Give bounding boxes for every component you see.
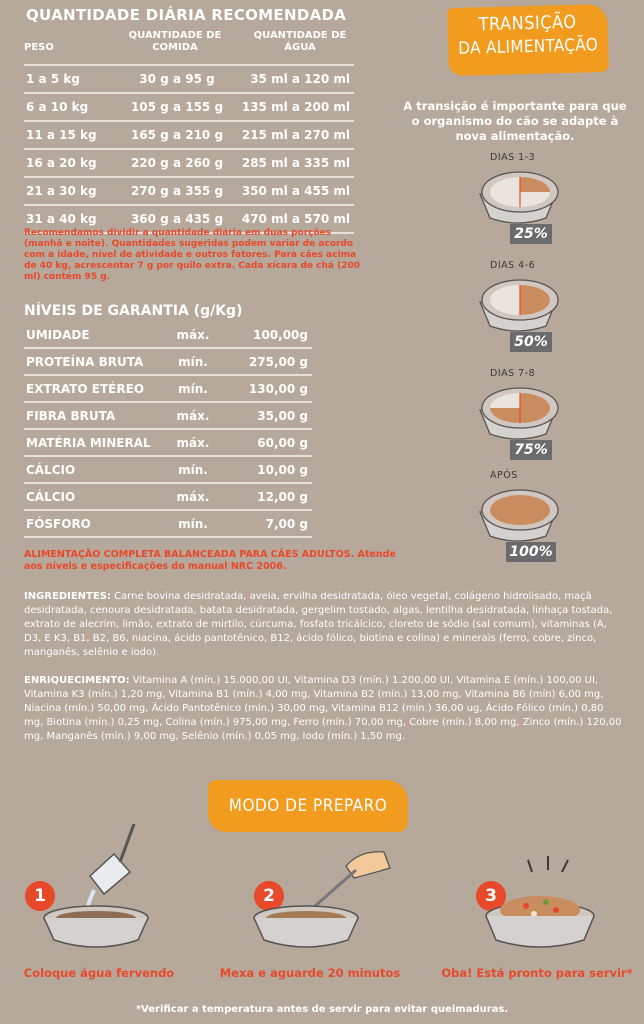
ingredientes-label: INGREDIENTES: — [24, 591, 111, 602]
stage-2-percent: 50% — [510, 332, 552, 352]
preparo-footer: *Verificar a temperatura antes de servir para evitar queimaduras. — [135, 1004, 509, 1015]
step-1-number: 1 — [25, 881, 55, 911]
table-row: CÁLCIO máx. 12,00 g — [24, 483, 312, 510]
quantidade-table — [24, 64, 354, 234]
col-head-agua: QUANTIDADE DE ÁGUA — [253, 30, 347, 53]
col-head-comida: QUANTIDADE DE COMIDA — [128, 30, 222, 53]
enriquecimento-label: ENRIQUECIMENTO: — [24, 675, 130, 686]
table-row: MATÉRIA MINERAL máx. 60,00 g — [24, 429, 312, 456]
step-2-number: 2 — [254, 881, 284, 911]
table-row: EXTRATO ETÉREO mín. 130,00 g — [24, 375, 312, 402]
step-1-illustration — [34, 818, 164, 958]
ingredientes-paragraph — [24, 590, 624, 660]
enriquecimento-text: Vitamina A (mín.) 15.000,00 UI, Vitamina D3 (mín.) 1.200,00 UI, Vitamina E (mín.) 100,00 UI, Vitamina K3 (mín.) 1,20 mg, Vitamina B1 (mín.) 4,00 mg, Vitamina B2 (mín.) 13,00 mg, Vitamina B6 (mín) 6,00 mg, Niacina (mín.) 50,00 mg, Ácido Pantotênico (mín.) 30,00 mg, Vitamina B12 (mín.) 36,00 ug, Ácido Fólico (mín.) 0,80 mg, Biotina (mín.) 0,25 mg, Colina (mín.) 975,00 mg, Ferro (mín.) 70,00 mg, Cobre (mín.) 8,00 mg, Zinco (mín.) 120,00 mg, Manganês (mín.) 9,00 mg, Selênio (mín.) 0,05 mg, Iodo (mín.) 1,50 mg. — [24, 675, 622, 742]
preparo-banner — [208, 780, 408, 832]
table-row: 6 a 10 kg 105 g a 155 g 135 ml a 200 ml — [24, 93, 354, 121]
table-row: 1 a 5 kg 30 g a 95 g 35 ml a 120 ml — [24, 65, 354, 93]
stage-4-label: APÓS — [490, 470, 518, 481]
enriquecimento-paragraph — [24, 674, 624, 744]
garantia-title: NÍVEIS DE GARANTIA (g/Kg) — [24, 303, 243, 319]
stage-4-bowl-icon — [476, 482, 560, 548]
transicao-title-line1: TRANSIÇÃO — [478, 11, 577, 36]
table-row: FÓSFORO mín. 7,00 g — [24, 510, 312, 537]
transicao-intro: A transição é importante para que o organismo do cão se adapte à nova alimentação. — [403, 99, 627, 143]
table-row: CÁLCIO mín. 10,00 g — [24, 456, 312, 483]
garantia-table — [24, 322, 312, 538]
bowl-icon — [44, 906, 148, 947]
step-1-caption: Coloque água fervendo — [23, 966, 175, 980]
stage-4-percent: 100% — [506, 542, 556, 562]
table-row: UMIDADE máx. 100,00g — [24, 322, 312, 348]
stage-2-label: DIAS 4-6 — [490, 260, 536, 271]
col-head-peso: PESO — [24, 42, 54, 53]
table-row: 16 a 20 kg 220 g a 260 g 285 ml a 335 ml — [24, 149, 354, 177]
bowl-icon — [254, 906, 358, 947]
stage-3-label: DIAS 7-8 — [490, 368, 536, 379]
bowl-icon — [486, 896, 594, 947]
table-row: PROTEÍNA BRUTA mín. 275,00 g — [24, 348, 312, 375]
step-3-illustration — [470, 852, 610, 960]
table-row: 21 a 30 kg 270 g a 355 g 350 ml a 455 ml — [24, 177, 354, 205]
step-2-illustration — [250, 838, 400, 960]
stage-1-label: DIAS 1-3 — [490, 152, 536, 163]
transicao-title-line2: DA ALIMENTAÇÃO — [458, 35, 599, 59]
transicao-banner — [447, 4, 609, 76]
step-3-number: 3 — [476, 881, 506, 911]
table-row: FIBRA BRUTA máx. 35,00 g — [24, 402, 312, 429]
ingredientes-text: Carne bovina desidratada, aveia, ervilha desidratada, óleo vegetal, colágeno hidrolisado, maçã desidratada, cenoura desidratada, batata desidratada, gergelim tostado, algas, lentilha desidratada, linhaça tostada, extrato de alecrim, limão, extrato de mirtilo, cúrcuma, fosfato tricálcico, cloreto de sódio (sal comum), vitaminas (A, D3, E K3, B1, B2, B6, niacina, ácido pantotênico, B12, ácido fólico, biotina e colina) e minerais (ferro, cobre, zinco, manganês, selênio e iodo). — [24, 591, 613, 658]
step-2-caption: Mexa e aguarde 20 minutos — [219, 966, 401, 980]
quantidade-title: QUANTIDADE DIÁRIA RECOMENDADA — [26, 6, 347, 24]
table-row: 11 a 15 kg 165 g a 210 g 215 ml a 270 ml — [24, 121, 354, 149]
stage-1-bowl-icon — [476, 164, 560, 230]
measuring-cup-icon — [90, 824, 134, 894]
quantidade-note: Recomendamos dividir a quantidade diária em duas porções (manhã e noite). Quantidades sugeridas podem variar de acordo com a idade, nível de atividade e outros fatores. Para cães acima de 40 kg, acrescentar 7 g por quilo extra. Cada xícara de chá (200 ml) contém 95 g. — [24, 228, 360, 282]
hand-spoon-icon — [306, 852, 390, 914]
table-row: 31 a 40 kg 360 g a 435 g 470 ml a 570 ml — [24, 205, 354, 233]
stage-1-percent: 25% — [510, 224, 552, 244]
stage-3-percent: 75% — [510, 440, 552, 460]
stage-3-bowl-icon — [476, 380, 560, 446]
garantia-note: ALIMENTAÇÃO COMPLETA BALANCEADA PARA CÃES ADULTOS. Atende aos níveis e especificações do manual NRC 2006. — [24, 549, 396, 572]
preparo-title: MODO DE PREPARO — [228, 796, 388, 816]
step-3-caption: Oba! Está pronto para servir* — [441, 966, 633, 980]
stage-2-bowl-icon — [476, 272, 560, 338]
